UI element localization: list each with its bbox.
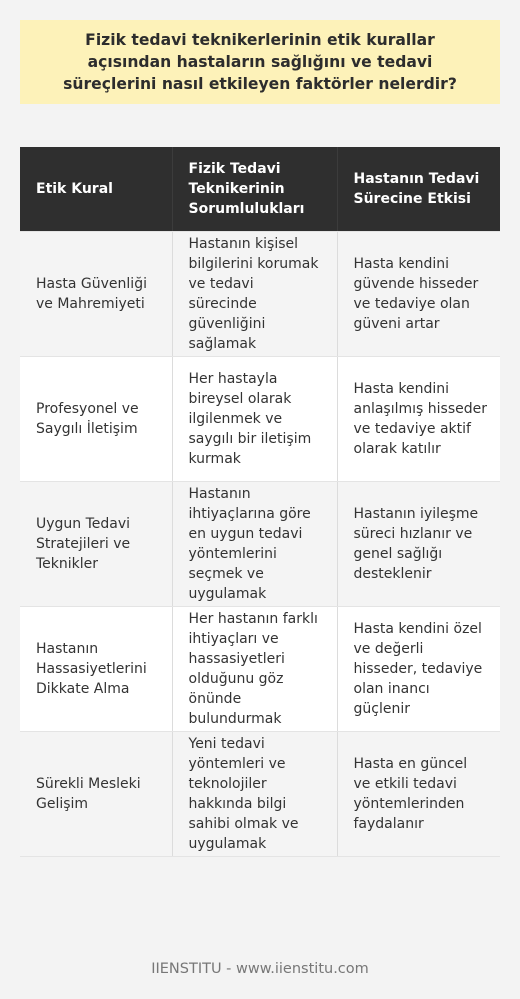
cell-ethic-rule: Uygun Tedavi Stratejileri ve Teknikler — [20, 482, 172, 607]
cell-treatment-effect: Hasta kendini özel ve değerli hisseder, tedaviye olan inancı güçlenir — [337, 607, 500, 732]
header-cell-responsibilities: Fizik Tedavi Teknikerinin Sorumlulukları — [172, 147, 337, 232]
table-row — [20, 482, 500, 607]
cell-responsibility: Her hastayla bireysel olarak ilgilenmek ve saygılı bir iletişim kurmak — [172, 357, 337, 482]
footer-credit: IIENSTITU - www.iienstitu.com — [151, 961, 369, 977]
cell-ethic-rule: Sürekli Mesleki Gelişim — [20, 732, 172, 857]
header-cell-treatment-effect: Hastanın Tedavi Sürecine Etkisi — [337, 147, 500, 232]
cell-responsibility: Hastanın ihtiyaçlarına göre en uygun tedavi yöntemlerini seçmek ve uygulamak — [172, 482, 337, 607]
cell-responsibility: Hastanın kişisel bilgilerini korumak ve tedavi sürecinde güvenliğini sağlamak — [172, 232, 337, 357]
cell-ethic-rule: Profesyonel ve Saygılı İletişim — [20, 357, 172, 482]
cell-treatment-effect: Hastanın iyileşme süreci hızlanır ve genel sağlığı desteklenir — [337, 482, 500, 607]
cell-treatment-effect: Hasta kendini anlaşılmış hisseder ve tedaviye aktif olarak katılır — [337, 357, 500, 482]
table-row — [20, 732, 500, 857]
header-row — [20, 147, 500, 232]
table-body — [20, 232, 500, 857]
ethics-table — [20, 147, 500, 857]
cell-treatment-effect: Hasta kendini güvende hisseder ve tedaviye olan güveni artar — [337, 232, 500, 357]
table-header — [20, 147, 500, 232]
cell-ethic-rule: Hasta Güvenliği ve Mahremiyeti — [20, 232, 172, 357]
cell-ethic-rule: Hastanın Hassasiyetlerini Dikkate Alma — [20, 607, 172, 732]
cell-treatment-effect: Hasta en güncel ve etkili tedavi yöntemlerinden faydalanır — [337, 732, 500, 857]
header-cell-ethic-rule: Etik Kural — [20, 147, 172, 232]
page-title: Fizik tedavi teknikerlerinin etik kurallar açısından hastaların sağlığını ve tedavi süreçlerini nasıl etkileyen faktörler nelerdir? — [63, 31, 457, 93]
table-row — [20, 357, 500, 482]
table-row — [20, 232, 500, 357]
cell-responsibility: Yeni tedavi yöntemleri ve teknolojiler hakkında bilgi sahibi olmak ve uygulamak — [172, 732, 337, 857]
title-box — [20, 20, 500, 104]
cell-responsibility: Her hastanın farklı ihtiyaçları ve hassasiyetleri olduğunu göz önünde bulundurmak — [172, 607, 337, 732]
table-row — [20, 607, 500, 732]
